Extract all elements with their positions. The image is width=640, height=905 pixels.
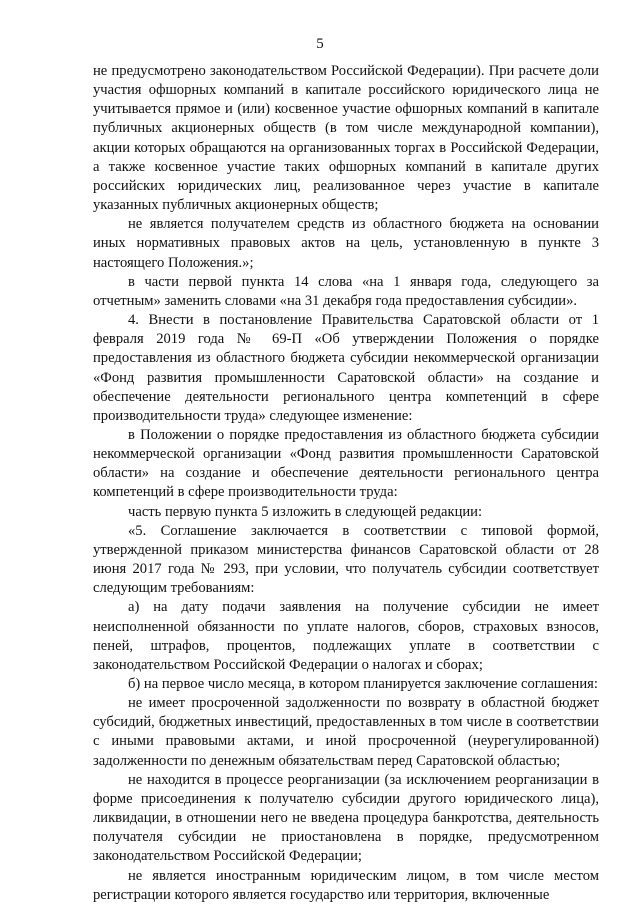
paragraph: «5. Соглашение заключается в соответствии с типовой формой, утвержденной приказом министерства финансов Саратовской области от 28 июня 2017 года № 293, при условии, что получатель субсидии соответствует следующим требованиям: (93, 522, 599, 597)
paragraph: часть первую пункта 5 изложить в следующей редакции: (128, 503, 483, 520)
paragraph: а) на дату подачи заявления на получение субсидии не имеет неисполненной обязанности по уплате налогов, сборов, страховых взносов, пеней, штрафов, процентов, подлежащих уплате в соответствии с законодательством Российской Федерации о налогах и сборах; (93, 599, 599, 673)
paragraph: не является иностранным юридическим лицом, в том числе местом регистрации которого является государство или территория, включенные (93, 867, 599, 903)
paragraph: б) на первое число месяца, в котором планируется заключение соглашения: (128, 676, 598, 692)
document-body (93, 62, 599, 905)
paragraph: не предусмотрено законодательством Российской Федерации). При расчете доли участия офшорных компаний в капитале российского юридического лица не учитывается прямое и (или) косвенное участие офшорных компаний в капитале публичных акционерных обществ (в том числе международной компании), акции которых обращаются на организованных торгах в Российской Федерации, а также косвенное участие таких офшорных компаний в капитале других российских юридических лиц, реализованное через участие в капитале указанных публичных акционерных обществ; (93, 63, 599, 214)
paragraph: не является получателем средств из областного бюджета на основании иных нормативных правовых актов на цель, установленную в пункте 3 настоящего Положения.»; (93, 216, 599, 271)
paragraph: в части первой пункта 14 слова «на 1 января года, следующего за отчетным» заменить словами «на 31 декабря года предоставления субсидии». (93, 273, 599, 309)
paragraph: 4. Внести в постановление Правительства Саратовской области от 1 февраля 2019 года № 69-П «Об утверждении Положения о порядке предоставления из областного бюджета субсидии некоммерческой организации «Фонд развития промышленности Саратовской области» на создание и обеспечение деятельности регионального центра компетенций в сфере производительности труда» следующее изменение: (93, 312, 599, 424)
paragraph: не имеет просроченной задолженности по возврату в областной бюджет субсидий, бюджетных инвестиций, предоставленных в том числе в соответствии с иными правовыми актами, и иной просроченной (неурегулированной) задолженности по денежным обязательствам перед Саратовской областью; (93, 695, 599, 769)
page-number: 5 (316, 36, 324, 52)
paragraph: в Положении о порядке предоставления из областного бюджета субсидии некоммерческой организации «Фонд развития промышленности Саратовской области» на создание и обеспечение деятельности регионального центра компетенций в сфере производительности труда: (93, 426, 599, 501)
paragraph: не находится в процессе реорганизации (за исключением реорганизации в форме присоединения к получателю субсидии другого юридического лица), ликвидации, в отношении него не введена процедура банкротства, деятельность получателя субсидии не приостановлена в порядке, предусмотренном законодательством Российской Федерации; (93, 771, 599, 865)
